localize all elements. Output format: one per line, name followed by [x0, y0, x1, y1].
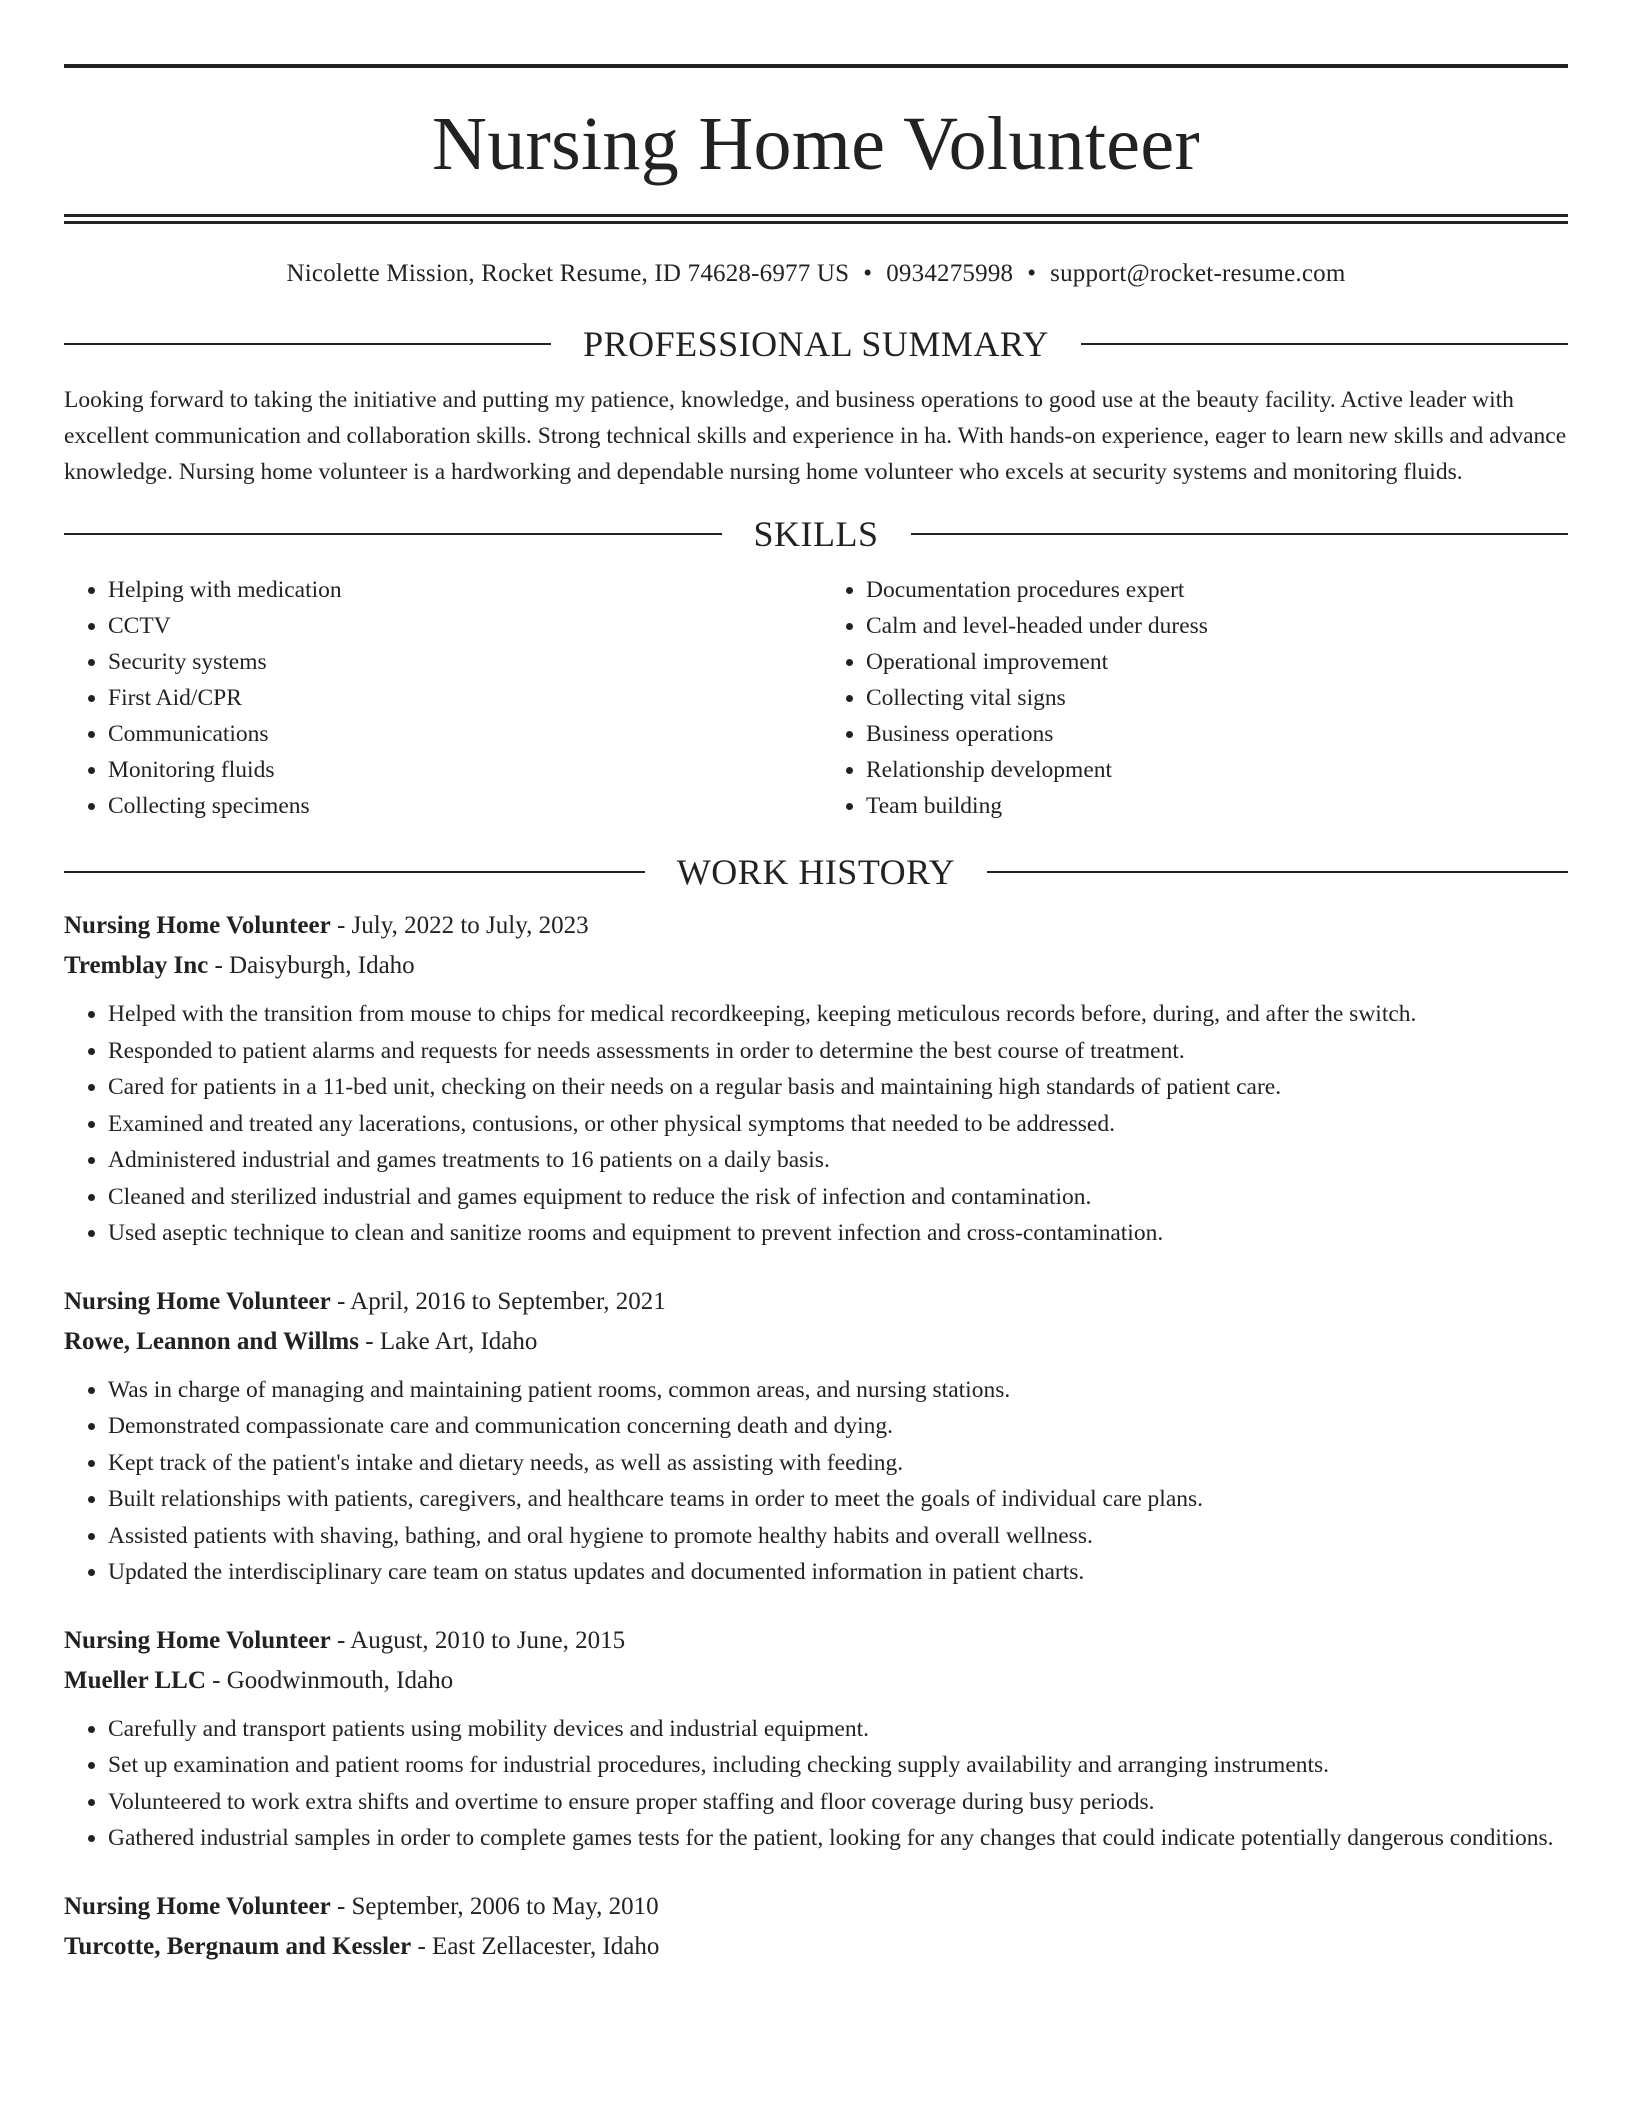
skill-item: • Relationship development [866, 752, 1568, 788]
skill-item: • First Aid/CPR [108, 680, 816, 716]
dash: - [208, 952, 230, 979]
job-dates: September, 2006 to May, 2010 [351, 1892, 659, 1920]
title-double-rule [64, 214, 1568, 224]
contact-phone: 0934275998 [886, 260, 1014, 287]
dash: - [330, 1287, 351, 1315]
work-heading-label: WORK HISTORY [676, 852, 956, 892]
job-bullet: • Responded to patient alarms and requests for needs assessments in order to determine the best course of treatment. [108, 1033, 1568, 1070]
resume-page [64, 64, 1568, 1967]
job-location: Lake Art, Idaho [379, 1327, 538, 1355]
skill-item: • Documentation procedures expert [866, 572, 1568, 608]
contact-address: Nicolette Mission, Rocket Resume, ID 74628-6977 US [286, 260, 850, 287]
job-bullet: • Carefully and transport patients using mobility devices and industrial equipment. [108, 1711, 1568, 1748]
job-dates: July, 2022 to July, 2023 [351, 912, 589, 939]
resume-title: Nursing Home Volunteer [432, 102, 1200, 186]
skills-heading-label: SKILLS [753, 514, 879, 554]
skill-item: • Collecting specimens [108, 788, 816, 824]
job-bullet: • Assisted patients with shaving, bathing, and oral hygiene to promote healthy habits and overall wellness. [108, 1518, 1568, 1555]
heading-rule-left [64, 533, 722, 535]
job-bullet: • Cleaned and sterilized industrial and games equipment to reduce the risk of infection and contamination. [108, 1179, 1568, 1216]
job-bullet: • Used aseptic technique to clean and sanitize rooms and equipment to prevent infection and cross-contamination. [108, 1215, 1568, 1252]
dash: - [330, 912, 352, 939]
job-bullets [64, 996, 1568, 1252]
skill-item: • CCTV [108, 608, 816, 644]
job-company-line [64, 1927, 1568, 1967]
dash: - [330, 1626, 351, 1654]
job-title-line [64, 1282, 1568, 1322]
skills-left-list [64, 572, 816, 824]
skill-item: • Business operations [866, 716, 1568, 752]
job-title: Nursing Home Volunteer [64, 1626, 331, 1654]
skill-item: • Calm and level-headed under duress [866, 608, 1568, 644]
skill-item: • Security systems [108, 644, 816, 680]
job-entry [64, 1282, 1568, 1591]
job-company-line [64, 946, 1568, 986]
job-entry [64, 906, 1568, 1252]
heading-rule-right [911, 533, 1569, 535]
job-entry [64, 1621, 1568, 1857]
skill-item: • Operational improvement [866, 644, 1568, 680]
job-bullet: • Was in charge of managing and maintaining patient rooms, common areas, and nursing stations. [108, 1372, 1568, 1409]
top-rule [64, 64, 1568, 68]
job-dates: August, 2010 to June, 2015 [350, 1626, 626, 1654]
contact-email: support@rocket-resume.com [1050, 260, 1346, 287]
job-bullet: • Administered industrial and games treatments to 16 patients on a daily basis. [108, 1142, 1568, 1179]
job-title: Nursing Home Volunteer [64, 912, 331, 939]
job-bullets [64, 1711, 1568, 1857]
job-company: Tremblay Inc [64, 952, 209, 979]
summary-heading-label: PROFESSIONAL SUMMARY [583, 324, 1049, 364]
job-company: Mueller LLC [64, 1666, 206, 1694]
job-bullet: • Examined and treated any lacerations, contusions, or other physical symptoms that needed to be addressed. [108, 1106, 1568, 1143]
job-company-line [64, 1661, 1568, 1701]
job-company: Rowe, Leannon and Willms [64, 1327, 359, 1355]
dash: - [330, 1892, 352, 1920]
job-bullet: • Updated the interdisciplinary care team on status updates and documented information in patient charts. [108, 1554, 1568, 1591]
skill-item: • Team building [866, 788, 1568, 824]
skill-item: • Helping with medication [108, 572, 816, 608]
job-entry [64, 1887, 1568, 1967]
heading-rule-right [987, 871, 1568, 873]
skill-item: • Collecting vital signs [866, 680, 1568, 716]
job-bullet: • Volunteered to work extra shifts and overtime to ensure proper staffing and floor coverage during busy periods. [108, 1784, 1568, 1821]
job-company: Turcotte, Bergnaum and Kessler [64, 1932, 412, 1960]
work-heading [64, 852, 1568, 892]
summary-text: Looking forward to taking the initiative and putting my patience, knowledge, and business operations to good use at the beauty facility. Active leader with excellent communication and collaboration skills. Strong technical skills and experience in ha. With hands-on experience, eager to learn new skills and advance knowledge. Nursing home volunteer is a hardworking and dependable nursing home volunteer who excels at security systems and monitoring fluids. [64, 387, 1567, 485]
job-bullet: • Helped with the transition from mouse to chips for medical recordkeeping, keeping meticulous records before, during, and after the switch. [108, 996, 1568, 1033]
job-location: East Zellacester, Idaho [432, 1932, 660, 1960]
job-title: Nursing Home Volunteer [64, 1287, 331, 1315]
heading-rule-left [64, 871, 645, 873]
job-title-line [64, 1621, 1568, 1661]
job-title-line [64, 906, 1568, 946]
job-bullet: • Cared for patients in a 11-bed unit, checking on their needs on a regular basis and maintaining high standards of patient care. [108, 1069, 1568, 1106]
job-title: Nursing Home Volunteer [64, 1892, 331, 1920]
heading-rule-right [1081, 343, 1568, 345]
job-bullet: • Kept track of the patient's intake and dietary needs, as well as assisting with feeding. [108, 1445, 1568, 1482]
dash: - [411, 1932, 433, 1960]
job-bullet: • Built relationships with patients, caregivers, and healthcare teams in order to meet the goals of individual care plans. [108, 1481, 1568, 1518]
contact-separator: • [863, 260, 873, 287]
job-bullets [64, 1372, 1568, 1591]
skill-item: • Communications [108, 716, 816, 752]
summary-heading [64, 324, 1568, 364]
job-location: Goodwinmouth, Idaho [226, 1666, 454, 1694]
skill-item: • Monitoring fluids [108, 752, 816, 788]
skills-right-list [816, 572, 1568, 824]
heading-rule-left [64, 343, 551, 345]
job-company-line [64, 1322, 1568, 1362]
job-dates: April, 2016 to September, 2021 [350, 1287, 666, 1315]
job-title-line [64, 1887, 1568, 1927]
job-location: Daisyburgh, Idaho [229, 952, 415, 979]
skills-columns [64, 572, 1568, 824]
job-bullet: • Set up examination and patient rooms for industrial procedures, including checking supply availability and arranging instruments. [108, 1747, 1568, 1784]
dash: - [358, 1327, 380, 1355]
skills-heading [64, 514, 1568, 554]
job-bullet: • Demonstrated compassionate care and communication concerning death and dying. [108, 1408, 1568, 1445]
dash: - [205, 1666, 227, 1694]
contact-separator: • [1027, 260, 1037, 287]
job-bullet: • Gathered industrial samples in order to complete games tests for the patient, looking for any changes that could indicate potentially dangerous conditions. [108, 1820, 1568, 1857]
contact-line [64, 260, 1568, 288]
